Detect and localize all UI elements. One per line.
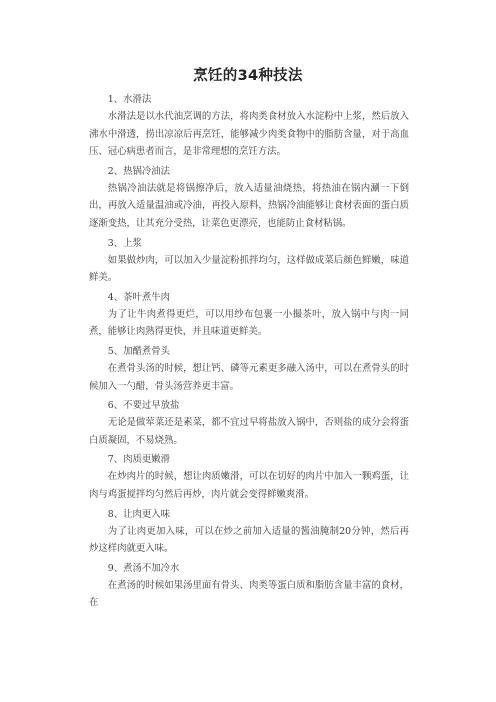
section-paragraph: 为了让牛肉煮得更烂，可以用纱布包裹一小撮茶叶，放入锅中与肉一同煮，能够让肉熟得更快，并且味道更鲜美。: [89, 308, 409, 338]
section-paragraph: 在煮骨头汤的时候，想让钙、磷等元素更多融入汤中，可以在煮骨头的时候加入一勺醋，骨头汤营养更丰富。: [89, 362, 409, 392]
section-paragraph: 热锅冷油法就是将锅擦净后，放入适量油烧热，将热油在锅内涮一下倒出，再放入适量温油或冷油，再投入原料，热锅冷油能够让食材表面的蛋白质逐渐变热，让其充分受热，让菜色更漂亮，也能防止食材粘锅。: [89, 182, 409, 229]
section-paragraph: 水滑法是以水代油烹调的方法，将肉类食材放入水淀粉中上浆，然后放入沸水中滑透，捞出凉凉后再烹饪，能够减少肉类食物中的脂肪含量，对于高血压、冠心病患者而言，是非常理想的烹饪方法。: [89, 111, 409, 158]
section-heading: 8、让肉更入味: [107, 508, 171, 520]
section-paragraph: 为了让肉更加入味，可以在炒之前加入适量的酱油腌制20分钟，然后再炒这样肉就更入味。: [89, 525, 409, 555]
section-heading: 3、上浆: [107, 237, 142, 249]
document-body: [89, 91, 409, 614]
section-heading: 7、肉质更嫩滑: [107, 454, 171, 466]
section-heading: 4、茶叶煮牛肉: [107, 291, 171, 303]
section-heading: 1、水滑法: [107, 94, 152, 105]
section-paragraph: 在炒肉片的时候，想让肉质嫩滑，可以在切好的肉片中加入一颗鸡蛋，让肉与鸡蛋搅拌均匀然后再炒，肉片就会变得鲜嫩爽滑。: [89, 471, 409, 500]
page-title: 烹饪的34种技法: [193, 68, 303, 84]
section-heading: 2、热锅冷油法: [107, 165, 171, 177]
section-paragraph: 如果做炒肉，可以加入少量淀粉抓拌均匀，这样做成菜后颜色鲜嫩，味道鲜美。: [89, 254, 409, 284]
section-paragraph: 无论是做荤菜还是素菜，都不宜过早将盐放入锅中，否则盐的成分会将蛋白质凝固，不易烧熟。: [89, 417, 409, 446]
section-heading: 6、不要过早放盐: [107, 400, 180, 412]
section-paragraph: 在煮汤的时候如果汤里面有骨头、肉类等蛋白质和脂肪含量丰富的食材，在: [89, 579, 409, 609]
section-heading: 5、加醋煮骨头: [107, 345, 171, 357]
section-heading: 9、煮汤不加冷水: [107, 562, 180, 574]
